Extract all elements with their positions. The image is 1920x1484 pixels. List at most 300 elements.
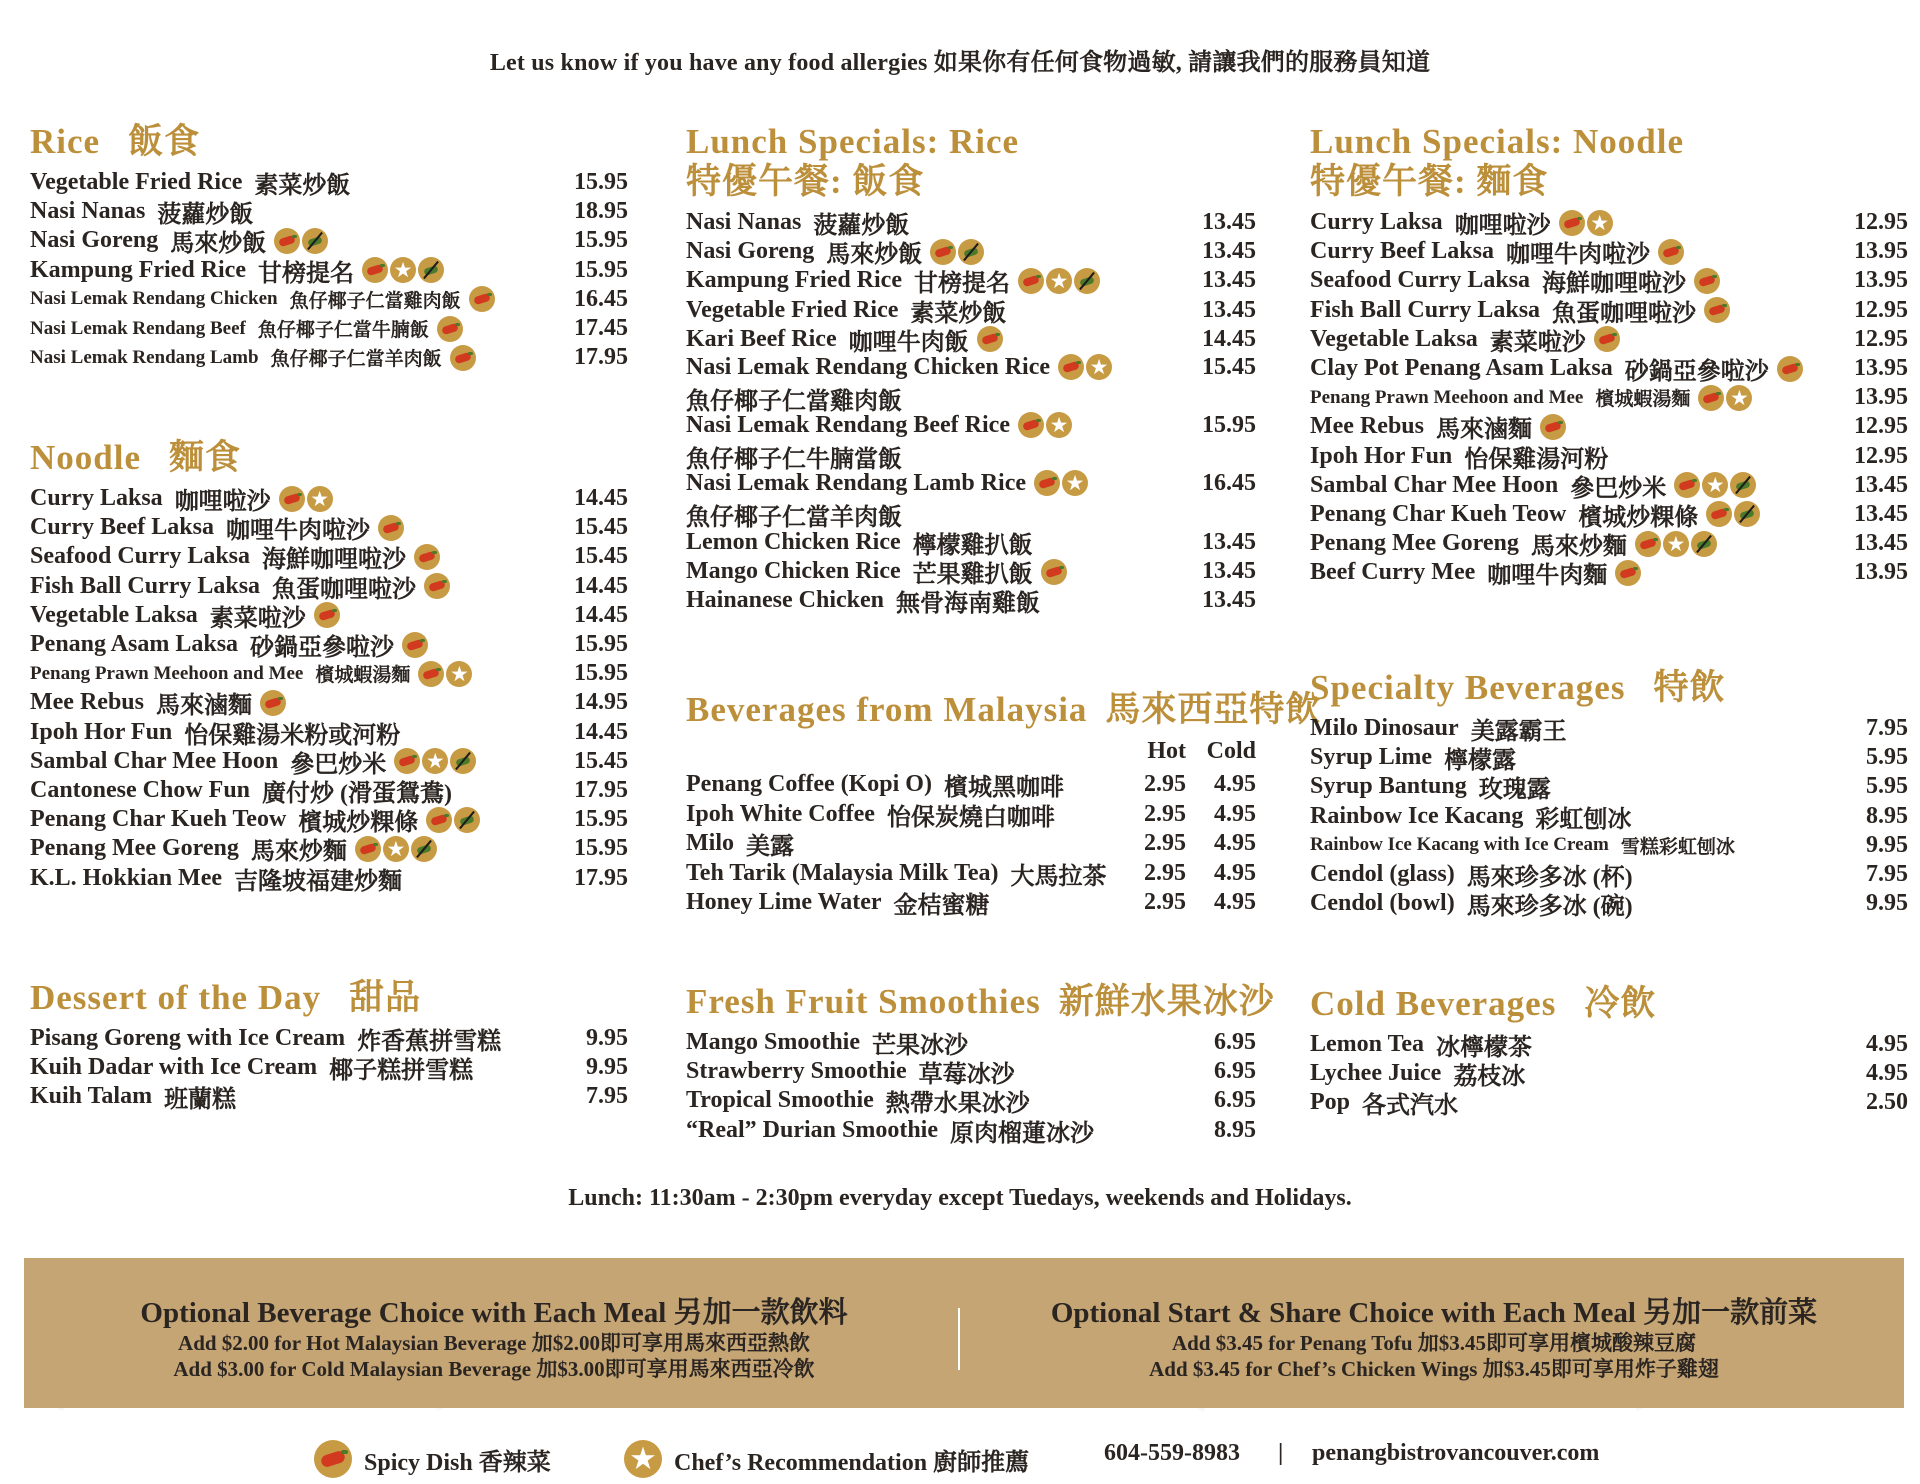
item-price: 14.45 — [574, 572, 628, 599]
item-name: Ipoh Hor Fun — [1310, 442, 1453, 469]
menu-item — [1310, 529, 1908, 561]
item-line — [1310, 799, 1631, 834]
cold-beverages-title — [1310, 984, 1910, 1024]
item-price: 13.95 — [1854, 559, 1908, 586]
item-name: Clay Pot Penang Asam Laksa — [1310, 355, 1613, 382]
item-name-zh: 魚仔椰子仁當羊肉飯 — [686, 504, 902, 531]
item-name-zh: 怡保雞湯米粉或河粉 — [184, 722, 401, 749]
specialty-title-en: Specialty Beverages — [1310, 668, 1626, 707]
item-line — [30, 1079, 236, 1114]
item-name-zh: 甘榜提名 — [914, 271, 1010, 298]
cold-beverages-list — [1310, 1030, 1910, 1118]
item-name-zh: 大馬拉茶 — [1010, 863, 1107, 890]
item-price: 12.95 — [1854, 209, 1908, 236]
item-line — [686, 470, 1088, 497]
item-price: 6.95 — [1214, 1029, 1256, 1056]
item-name-zh: 咖哩啦沙 — [1454, 213, 1551, 240]
item-name: Beef Curry Mee — [1310, 559, 1476, 586]
menu-item — [30, 1082, 628, 1114]
menu-item — [1310, 714, 1908, 746]
menu-item — [1310, 208, 1908, 240]
item-name-zh: 菠蘿炒飯 — [813, 213, 910, 240]
menu-item — [686, 528, 1256, 560]
starter-addon-block — [1004, 1296, 1864, 1382]
menu-item — [686, 266, 1256, 298]
spicy-chili-icon — [450, 345, 476, 371]
item-price: 14.45 — [1202, 325, 1256, 352]
item-line — [30, 861, 402, 896]
menu-item — [686, 325, 1256, 354]
menu-item — [30, 314, 628, 343]
smoothies-list — [686, 1028, 1258, 1145]
item-name-zh: 美露 — [746, 834, 794, 861]
chef-star-icon — [1702, 472, 1728, 498]
item-text — [30, 286, 495, 313]
item-price: 6.95 — [1214, 1058, 1256, 1085]
item-price-hot: 2.95 — [1144, 800, 1186, 827]
item-price: 15.95 — [574, 806, 628, 833]
spicy-chili-icon — [437, 316, 463, 342]
spicy-chili-icon — [1694, 268, 1720, 294]
chef-star-icon — [1587, 210, 1613, 236]
menu-item — [686, 770, 1258, 800]
menu-item — [686, 557, 1256, 589]
item-icons — [930, 239, 984, 265]
starter-addon-tofu: Add $3.45 for Penang Tofu 加$3.45即可享用檳城酸辣豆腐 — [1171, 1331, 1697, 1355]
rice-title-en: Rice — [30, 122, 101, 161]
menu-item — [1310, 354, 1908, 386]
item-icons — [469, 286, 495, 312]
item-price: 12.95 — [1854, 442, 1908, 469]
menu-item — [1310, 1088, 1908, 1120]
item-price: 13.45 — [1854, 530, 1908, 557]
item-name: Cantonese Chow Fun — [30, 776, 251, 803]
spicy-chili-icon — [977, 326, 1003, 352]
item-name: Vegetable Fried Rice — [30, 169, 243, 196]
spicy-chili-icon — [402, 632, 428, 658]
chef-star-icon — [307, 486, 333, 512]
item-icons — [1034, 470, 1088, 496]
item-name-zh: 廣付炒 (滑蛋鴛鴦) — [262, 780, 453, 807]
item-text — [30, 627, 428, 662]
item-name: Kampung Fried Rice — [686, 267, 902, 294]
item-name: Mango Smoothie — [686, 1029, 860, 1056]
item-text — [30, 344, 476, 371]
item-price: 15.95 — [574, 227, 628, 254]
menu-item — [1310, 237, 1908, 269]
item-text — [686, 354, 1112, 416]
item-name: “Real” Durian Smoothie — [686, 1116, 938, 1143]
item-name-zh: 魚仔椰子仁當羊肉飯 — [270, 349, 442, 371]
item-name: Cendol (bowl) — [1310, 890, 1455, 917]
can-be-mild-icon — [302, 228, 328, 254]
menu-item — [1310, 325, 1908, 354]
item-price: 13.45 — [1854, 500, 1908, 527]
noodle-title — [30, 438, 630, 478]
footer-website[interactable] — [1312, 1440, 1599, 1467]
beverages-malaysia-title-en: Beverages from Malaysia — [686, 690, 1088, 729]
beverages-malaysia-list — [686, 770, 1258, 918]
smoothies-title-en: Fresh Fruit Smoothies — [686, 982, 1041, 1021]
item-icons — [1674, 472, 1756, 498]
item-line — [686, 412, 1072, 439]
item-icons — [279, 486, 333, 512]
item-name-zh: 芒果雞扒飯 — [912, 562, 1033, 589]
item-name: Syrup Lime — [1310, 744, 1433, 771]
item-name: Kampung Fried Rice — [30, 256, 246, 283]
cold-beverages-title-zh: 冷飲 — [1584, 984, 1657, 1023]
spicy-chili-icon — [1559, 210, 1585, 236]
menu-item — [30, 513, 628, 545]
menu-item — [1310, 772, 1908, 804]
item-line — [686, 322, 1003, 357]
menu-item — [686, 800, 1258, 830]
phone-number[interactable]: 604-559-8983 — [1104, 1440, 1240, 1466]
item-price-hot: 2.95 — [1144, 859, 1186, 886]
menu-item — [30, 572, 628, 601]
lunch-noodle-section — [1310, 122, 1910, 590]
item-icons — [1615, 560, 1641, 586]
item-line — [1310, 351, 1803, 386]
item-icons — [1018, 268, 1100, 294]
spicy-chili-icon — [274, 228, 300, 254]
menu-item — [1310, 471, 1908, 500]
legend-spicy — [314, 1440, 551, 1478]
item-line — [30, 253, 444, 288]
item-name: Vegetable Fried Rice — [686, 296, 899, 323]
item-price: 2.50 — [1866, 1089, 1908, 1116]
item-line — [686, 583, 1040, 618]
item-price: 14.45 — [574, 718, 628, 745]
dessert-title-zh: 甜品 — [349, 978, 422, 1017]
noodle-title-zh: 麵食 — [169, 438, 242, 477]
website-link[interactable]: penangbistrovancouver.com — [1312, 1440, 1600, 1466]
smoothies-title — [686, 982, 1275, 1022]
item-name-zh: 素菜啦沙 — [209, 605, 306, 632]
menu-item — [30, 1024, 628, 1056]
spicy-chili-icon — [414, 544, 440, 570]
item-icons — [314, 602, 340, 628]
item-icons — [1706, 501, 1760, 527]
item-name-zh: 馬來炒飯 — [170, 231, 267, 258]
menu-item — [686, 1086, 1256, 1118]
item-price: 13.45 — [1202, 209, 1256, 236]
item-price: 5.95 — [1866, 744, 1908, 771]
item-name: Penang Coffee (Kopi O) — [686, 771, 932, 798]
item-name-zh: 咖哩牛肉麵 — [1487, 563, 1608, 590]
item-name-zh: 馬來炒飯 — [826, 242, 923, 269]
item-line — [686, 354, 1112, 381]
can-be-mild-icon — [450, 748, 476, 774]
menu-item — [30, 805, 628, 837]
menu-item — [686, 411, 1256, 473]
menu-item — [686, 296, 1256, 325]
item-name: Pisang Goreng with Ice Cream — [30, 1025, 346, 1052]
lunch-rice-title-zh: 特優午餐: 飯食 — [686, 162, 925, 201]
specialty-list — [1310, 714, 1910, 921]
item-name-zh: 怡保炭燒白咖啡 — [886, 804, 1055, 831]
item-name-zh: 咖哩啦沙 — [174, 489, 271, 516]
item-icons — [1698, 385, 1752, 411]
beverage-addon-cold: Add $3.00 for Cold Malaysian Beverage 加$3.00即可享用馬來西亞冷飲 — [173, 1357, 815, 1381]
item-name-zh: 無骨海南雞飯 — [896, 591, 1041, 618]
item-name: Rainbow Ice Kacang with Ice Cream — [1310, 834, 1609, 856]
can-be-mild-icon — [1730, 472, 1756, 498]
item-text — [1310, 384, 1752, 411]
item-name: Lemon Tea — [1310, 1031, 1425, 1058]
item-name: Kari Beef Rice — [686, 325, 837, 352]
menu-item — [686, 888, 1258, 918]
lunch-rice-title-en: Lunch Specials: Rice — [686, 122, 1020, 161]
item-text — [686, 322, 1003, 357]
item-name: Ipoh Hor Fun — [30, 718, 173, 745]
item-name-zh: 馬來炒麵 — [1530, 534, 1627, 561]
item-name: Kuih Talam — [30, 1083, 153, 1110]
item-name: Nasi Lemak Rendang Lamb — [30, 346, 259, 368]
chef-star-icon — [1062, 470, 1088, 496]
noodle-list — [30, 484, 630, 893]
item-name: Seafood Curry Laksa — [1310, 267, 1531, 294]
spicy-chili-icon — [1615, 560, 1641, 586]
item-icons — [1704, 297, 1730, 323]
menu-item — [686, 1057, 1256, 1089]
item-name-zh: 檳城蝦湯麵 — [1595, 389, 1691, 411]
lunch-noodle-list — [1310, 208, 1910, 590]
item-price: 15.45 — [574, 543, 628, 570]
menu-item — [30, 776, 628, 805]
spicy-chili-icon — [418, 661, 444, 687]
item-name-zh: 椰子糕拼雪糕 — [329, 1058, 474, 1085]
item-name: Penang Asam Laksa — [30, 631, 239, 658]
item-price: 4.95 — [1866, 1060, 1908, 1087]
item-price: 16.45 — [1202, 469, 1256, 496]
item-name-zh: 班蘭糕 — [164, 1087, 237, 1114]
item-name-zh: 草莓冰沙 — [918, 1062, 1015, 1089]
item-price: 14.95 — [574, 689, 628, 716]
item-name: Penang Char Kueh Teow — [30, 806, 287, 833]
item-name: Nasi Goreng — [30, 227, 159, 254]
footer-phone[interactable] — [1104, 1440, 1240, 1467]
item-price: 12.95 — [1854, 413, 1908, 440]
item-name: Sambal Char Mee Hoon — [1310, 471, 1559, 498]
item-icons — [424, 573, 450, 599]
item-name-zh: 檸檬雞扒飯 — [912, 533, 1033, 560]
item-name-zh: 檳城黑咖啡 — [943, 775, 1064, 802]
chef-star-icon — [390, 257, 416, 283]
item-name: K.L. Hokkian Mee — [30, 864, 223, 891]
item-name-zh: 馬來滷麵 — [155, 693, 252, 720]
lunch-rice-section — [686, 122, 1258, 616]
menu-item — [1310, 383, 1908, 412]
dessert-list — [30, 1024, 630, 1112]
item-name-zh: 檳城蝦湯麵 — [315, 665, 411, 687]
menu-item — [1310, 500, 1908, 529]
item-price: 15.95 — [574, 256, 628, 283]
item-name-zh: 美露霸王 — [1470, 719, 1567, 746]
item-icons — [1559, 210, 1613, 236]
item-price: 9.95 — [586, 1025, 628, 1052]
item-icons — [977, 326, 1003, 352]
item-name: Strawberry Smoothie — [686, 1058, 907, 1085]
menu-item — [30, 484, 628, 516]
item-price-cold: 4.95 — [1214, 830, 1256, 857]
item-price: 4.95 — [1866, 1031, 1908, 1058]
beverages-header-row — [686, 738, 1258, 766]
item-name: Nasi Lemak Rendang Lamb Rice — [686, 469, 1027, 496]
dessert-title — [30, 978, 630, 1018]
item-icons — [394, 748, 476, 774]
can-be-mild-icon — [418, 257, 444, 283]
item-price: 12.95 — [1854, 325, 1908, 352]
spicy-chili-icon — [314, 1440, 352, 1478]
item-price: 14.45 — [574, 485, 628, 512]
item-price: 13.45 — [1202, 558, 1256, 585]
cold-beverages-title-en: Cold Beverages — [1310, 984, 1557, 1023]
menu-item — [1310, 442, 1908, 471]
cold-beverages-section — [1310, 984, 1910, 1118]
specialty-section — [1310, 668, 1910, 921]
item-name-zh: 檳城炒粿條 — [298, 810, 419, 837]
item-name: Kuih Dadar with Ice Cream — [30, 1054, 318, 1081]
can-be-mild-icon — [454, 807, 480, 833]
menu-item — [30, 688, 628, 720]
item-price: 13.45 — [1202, 587, 1256, 614]
item-price: 15.95 — [574, 631, 628, 658]
hot-column-label: Hot — [1147, 738, 1186, 764]
item-name: Cendol (glass) — [1310, 861, 1455, 888]
item-name: Ipoh White Coffee — [686, 800, 875, 827]
menu-item — [30, 1053, 628, 1085]
spicy-chili-icon — [1704, 297, 1730, 323]
chef-star-icon — [422, 748, 448, 774]
item-text — [30, 660, 472, 687]
lunch-noodle-title-zh: 特優午餐: 麵食 — [1310, 162, 1549, 201]
item-name-zh: 各式汽水 — [1362, 1093, 1459, 1120]
item-price-cold: 4.95 — [1214, 800, 1256, 827]
menu-item — [30, 285, 628, 314]
item-name: Curry Beef Laksa — [30, 514, 214, 541]
footer — [0, 1440, 1920, 1480]
item-name: Pop — [1310, 1089, 1351, 1116]
item-text — [30, 315, 463, 342]
item-name-zh: 炸香蕉拼雪糕 — [357, 1029, 502, 1056]
item-name-zh: 馬來珍多冰 (碗) — [1466, 894, 1633, 921]
menu-item — [30, 197, 628, 229]
item-name-zh: 熱帶水果冰沙 — [885, 1091, 1030, 1118]
dessert-section — [30, 978, 630, 1112]
item-line — [686, 1113, 1094, 1148]
menu-item — [686, 859, 1258, 889]
legend-chef-label: Chef’s Recommendation 廚師推薦 — [674, 1449, 1030, 1476]
item-name-zh: 咖哩牛肉啦沙 — [225, 518, 370, 545]
item-price: 15.95 — [574, 835, 628, 862]
item-icons — [402, 632, 428, 658]
item-name-zh: 魚仔椰子仁當雞肉飯 — [686, 388, 902, 415]
item-line — [1310, 1085, 1458, 1120]
item-name-zh: 原肉榴蓮冰沙 — [950, 1120, 1094, 1147]
item-icons — [414, 544, 440, 570]
item-name-zh: 參巴炒米 — [290, 751, 387, 778]
item-name-zh: 素菜啦沙 — [1489, 329, 1586, 356]
menu-item — [686, 586, 1256, 618]
item-icons — [418, 661, 472, 687]
item-name: Tropical Smoothie — [686, 1087, 874, 1114]
menu-item — [1310, 1030, 1908, 1062]
menu-item — [1310, 296, 1908, 325]
item-name: Nasi Lemak Rendang Beef — [30, 317, 246, 339]
item-price: 7.95 — [1866, 861, 1908, 888]
menu-item — [30, 168, 628, 200]
item-line — [1310, 384, 1752, 411]
legend-spicy-label: Spicy Dish 香辣菜 — [364, 1449, 551, 1476]
rice-title-zh: 飯食 — [128, 122, 201, 161]
menu-item — [686, 1116, 1256, 1145]
item-name-zh: 海鮮咖哩啦沙 — [262, 547, 407, 574]
menu-item — [30, 659, 628, 688]
item-price: 15.45 — [574, 747, 628, 774]
beverage-addon-block — [64, 1296, 924, 1382]
item-line — [1310, 886, 1633, 921]
item-price-hot: 2.95 — [1144, 830, 1186, 857]
chef-star-icon — [446, 661, 472, 687]
lunch-noodle-title-en: Lunch Specials: Noodle — [1310, 122, 1684, 161]
spicy-chili-icon — [279, 486, 305, 512]
smoothies-title-zh: 新鮮水果冰沙 — [1058, 982, 1275, 1021]
item-icons — [274, 228, 328, 254]
cold-column-label: Cold — [1206, 738, 1256, 764]
item-name-zh: 素菜炒飯 — [910, 300, 1007, 327]
item-name-zh: 魚仔椰子仁當雞肉飯 — [289, 290, 461, 312]
item-name: Curry Laksa — [1310, 209, 1443, 236]
item-name-zh: 砂鍋亞參啦沙 — [250, 635, 395, 662]
item-name: Milo — [686, 830, 734, 857]
item-price: 12.95 — [1854, 296, 1908, 323]
menu-item — [1310, 558, 1908, 590]
item-name-zh: 咖哩牛肉啦沙 — [1505, 242, 1650, 269]
item-name: Sambal Char Mee Hoon — [30, 747, 279, 774]
item-price: 15.45 — [1202, 353, 1256, 380]
item-price: 6.95 — [1214, 1087, 1256, 1114]
spicy-chili-icon — [314, 602, 340, 628]
item-name: Penang Char Kueh Teow — [1310, 500, 1567, 527]
item-name: Mee Rebus — [30, 689, 144, 716]
item-icons — [355, 836, 437, 862]
rice-list — [30, 168, 630, 372]
item-price-cold: 4.95 — [1214, 889, 1256, 916]
menu-item — [30, 747, 628, 776]
item-price: 13.95 — [1854, 267, 1908, 294]
item-price: 16.45 — [574, 285, 628, 312]
beverages-malaysia-title — [686, 690, 1322, 730]
item-icons — [437, 316, 463, 342]
spicy-chili-icon — [469, 286, 495, 312]
spicy-chili-icon — [426, 807, 452, 833]
item-icons — [1594, 326, 1620, 352]
item-name-zh: 玫瑰露 — [1478, 777, 1551, 804]
item-line — [30, 315, 463, 342]
chef-star-icon — [383, 836, 409, 862]
item-icons — [1658, 239, 1684, 265]
item-name-zh: 檳城炒粿條 — [1578, 504, 1699, 531]
item-text — [1310, 799, 1631, 834]
item-name-zh: 冰檸檬茶 — [1436, 1035, 1533, 1062]
item-line — [30, 627, 428, 662]
item-price-hot: 2.95 — [1144, 889, 1186, 916]
item-name-zh: 芒果冰沙 — [872, 1033, 968, 1060]
item-name-zh: 咖哩牛肉飯 — [848, 329, 969, 356]
spicy-chili-icon — [355, 836, 381, 862]
item-price: 17.95 — [574, 864, 628, 891]
